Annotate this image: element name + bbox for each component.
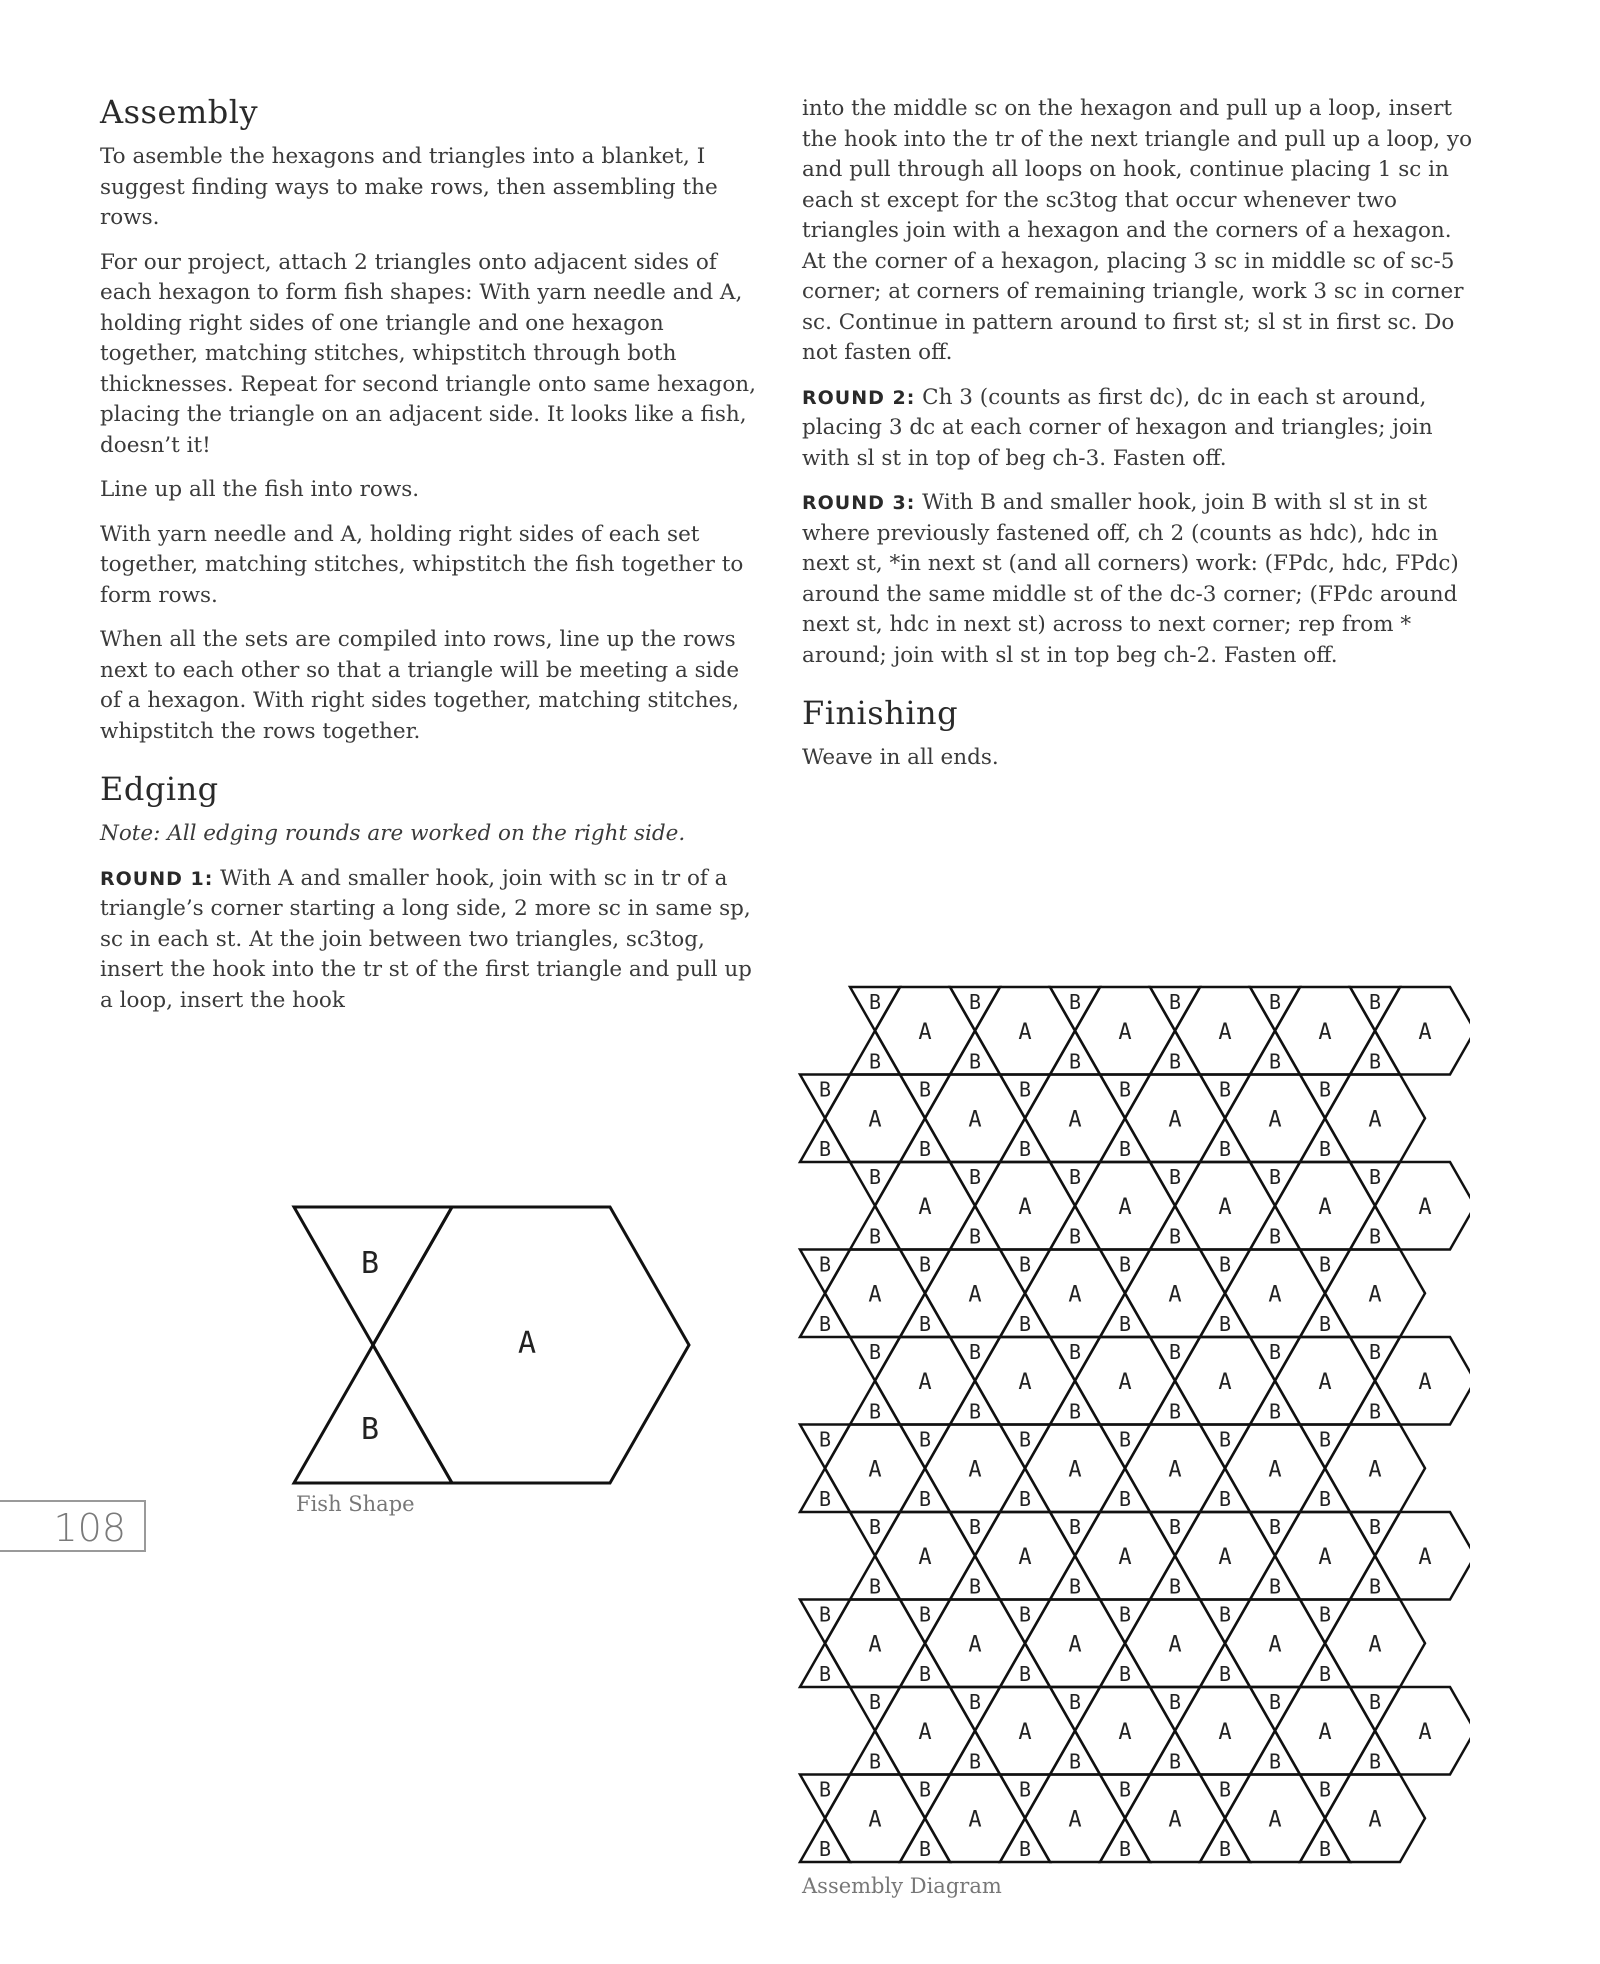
assembly-triangle-label: B: [1368, 1049, 1382, 1074]
assembly-hexagon-label: A: [1068, 1282, 1082, 1308]
assembly-triangle-label: B: [1068, 1224, 1082, 1249]
round3-label: ROUND 3:: [802, 492, 916, 514]
assembly-triangle-label: B: [918, 1487, 932, 1511]
assembly-hexagon-label: A: [1268, 1107, 1282, 1133]
assembly-triangle-label: B: [1118, 1252, 1132, 1277]
assembly-triangle-label: B: [1268, 990, 1282, 1014]
assembly-triangle-label: B: [868, 1049, 882, 1074]
assembly-paragraph-4: With yarn needle and A, holding right sides of each set together, matching stitches, whipstitch the fish together to form rows.: [100, 521, 744, 608]
assembly-triangle-label: B: [1318, 1077, 1332, 1102]
assembly-hexagon-label: A: [1318, 1194, 1332, 1220]
assembly-hexagon-label: A: [1368, 1457, 1382, 1483]
assembly-triangle-label: B: [1018, 1837, 1032, 1861]
assembly-triangle-label: B: [968, 1515, 982, 1539]
assembly-triangle-label: B: [868, 1224, 882, 1249]
round2-label: ROUND 2:: [802, 386, 916, 409]
assembly-hexagon-label: A: [1418, 1544, 1432, 1570]
assembly-paragraph-1: To asemble the hexagons and triangles into a blanket, I suggest finding ways to make rows, then assembling the rows.: [100, 144, 718, 230]
assembly-triangle-label: B: [1018, 1077, 1032, 1102]
assembly-hexagon-label: A: [1218, 1194, 1232, 1220]
assembly-triangle-label: B: [1368, 1165, 1382, 1189]
edging-heading: Edging: [100, 770, 219, 808]
assembly-triangle-label: B: [918, 1252, 932, 1277]
edging-note: Note: All edging rounds are worked on the right side.: [100, 821, 686, 846]
assembly-triangle-label: B: [1318, 1777, 1332, 1802]
assembly-triangle-label: B: [968, 1574, 982, 1599]
assembly-triangle-label: B: [1068, 990, 1082, 1014]
round1-text: With A and smaller hook, join with sc in tr of a triangle’s corner starting a long side, 2 more sc in same sp, sc in each st. At the join between two triangles, sc3tog, insert the hook into the tr st of the first triangle and pull up a loop, insert the hook: [100, 865, 752, 1013]
assembly-hexagon-label: A: [1268, 1282, 1282, 1308]
finishing-heading: Finishing: [802, 694, 959, 732]
assembly-triangle-label: B: [868, 1574, 882, 1599]
assembly-triangle-label: B: [818, 1312, 832, 1336]
assembly-hexagon-label: A: [1118, 1019, 1132, 1045]
assembly-triangle-label: B: [1218, 1137, 1232, 1161]
assembly-hexagon-label: A: [1418, 1019, 1432, 1045]
assembly-triangle-label: B: [1118, 1427, 1132, 1452]
assembly-hexagon-label: A: [1068, 1457, 1082, 1483]
assembly-hexagon-label: A: [1268, 1807, 1282, 1833]
assembly-triangle-label: B: [1368, 1224, 1382, 1249]
fish-label-a: A: [517, 1326, 537, 1361]
page-number-box: [0, 1500, 146, 1552]
assembly-paragraph-3: Line up all the fish into rows.: [100, 477, 420, 502]
assembly-hexagon-label: A: [1418, 1719, 1432, 1745]
assembly-triangle-label: B: [918, 1427, 932, 1452]
assembly-triangle-label: B: [1118, 1837, 1132, 1861]
assembly-triangle-label: B: [918, 1777, 932, 1802]
assembly-hexagon-label: A: [1068, 1632, 1082, 1658]
assembly-triangle-label: B: [1168, 1340, 1182, 1364]
assembly-hexagon-label: A: [1018, 1194, 1032, 1220]
assembly-triangle-label: B: [1318, 1837, 1332, 1861]
assembly-triangle-label: B: [1218, 1602, 1232, 1627]
assembly-triangle-label: B: [1168, 1224, 1182, 1249]
assembly-hexagon-label: A: [1368, 1282, 1382, 1308]
assembly-hexagon-label: A: [968, 1807, 982, 1833]
assembly-hexagon-label: A: [968, 1107, 982, 1133]
assembly-triangle-label: B: [1218, 1312, 1232, 1336]
round2-text: Ch 3 (counts as first dc), dc in each st around, placing 3 dc at each corner of hexagon and triangles; join with sl st in top of beg ch-3. Fasten off.: [802, 384, 1433, 471]
assembly-triangle-label: B: [968, 1340, 982, 1364]
assembly-hexagon-label: A: [918, 1194, 932, 1220]
assembly-triangle-label: B: [1318, 1252, 1332, 1277]
assembly-triangle-label: B: [1018, 1312, 1032, 1336]
assembly-triangle-label: B: [1268, 1749, 1282, 1774]
assembly-triangle-label: B: [968, 1165, 982, 1189]
assembly-triangle-label: B: [818, 1602, 832, 1627]
assembly-triangle-label: B: [1268, 1515, 1282, 1539]
assembly-triangle-label: B: [868, 990, 882, 1014]
assembly-hexagon-label: A: [1368, 1107, 1382, 1133]
assembly-hexagon-label: A: [1118, 1544, 1132, 1570]
assembly-triangle-label: B: [1068, 1049, 1082, 1074]
assembly-hexagon-label: A: [868, 1282, 882, 1308]
assembly-triangle-label: B: [1318, 1137, 1332, 1161]
assembly-diagram-caption: Assembly Diagram: [802, 1874, 1002, 1898]
assembly-hexagon-label: A: [918, 1544, 932, 1570]
assembly-heading: Assembly: [100, 93, 259, 131]
round3-paragraph: [802, 488, 1482, 671]
assembly-triangle-label: B: [818, 1137, 832, 1161]
assembly-hexagon-label: A: [868, 1807, 882, 1833]
round1-continuation: into the middle sc on the hexagon and pull up a loop, insert the hook into the tr of the next triangle and pull up a loop, yo and pull through all loops on hook, continue placing 1 sc in each st except for the sc3tog that occur whenever two triangles join with a hexagon and the corners of a hexagon. At the corner of a hexagon, placing 3 sc in middle sc of sc-5 corner; at corners of remaining triangle, work 3 sc in corner sc. Continue in pattern around to first st; sl st in first sc. Do not fasten off.: [802, 96, 1473, 365]
assembly-triangle-label: B: [868, 1340, 882, 1364]
assembly-hexagon-label: A: [1118, 1719, 1132, 1745]
assembly-hexagon-label: A: [1168, 1457, 1182, 1483]
assembly-triangle-label: B: [1118, 1077, 1132, 1102]
assembly-triangle-label: B: [818, 1662, 832, 1686]
assembly-hexagon-label: A: [1268, 1632, 1282, 1658]
assembly-triangle-label: B: [1068, 1165, 1082, 1189]
assembly-triangle-label: B: [968, 990, 982, 1014]
fish-label-b-top: B: [360, 1246, 380, 1281]
round3-text: With B and smaller hook, join B with sl st in st where previously fastened off, ch 2 (counts as hdc), hdc in next st, *in next st (and all corners) work: (FPdc, hdc, FPdc) around the same middle st of the dc-3 corner; (FPdc around next st, hdc in next st) across to next corner; rep from * around; join with sl st in top beg ch-2. Fasten off.: [802, 490, 1459, 668]
assembly-hexagon-label: A: [1318, 1544, 1332, 1570]
assembly-triangle-label: B: [1118, 1137, 1132, 1161]
assembly-hexagon-label: A: [1368, 1632, 1382, 1658]
assembly-triangle-label: B: [818, 1252, 832, 1277]
assembly-triangle-label: B: [1318, 1427, 1332, 1452]
assembly-hexagon-label: A: [868, 1107, 882, 1133]
assembly-triangle-label: B: [1118, 1312, 1132, 1336]
assembly-triangle-label: B: [1368, 1515, 1382, 1539]
assembly-triangle-label: B: [1368, 1340, 1382, 1364]
assembly-triangle-label: B: [1218, 1427, 1232, 1452]
assembly-triangle-label: B: [818, 1837, 832, 1861]
finishing-text: Weave in all ends.: [802, 745, 999, 770]
assembly-triangle-label: B: [1218, 1662, 1232, 1686]
assembly-triangle-label: B: [1118, 1662, 1132, 1686]
assembly-hexagon-label: A: [1018, 1019, 1032, 1045]
assembly-hexagon-label: A: [1068, 1807, 1082, 1833]
assembly-hexagon-label: A: [868, 1457, 882, 1483]
assembly-triangle-label: B: [1018, 1427, 1032, 1452]
assembly-triangle-label: B: [1218, 1077, 1232, 1102]
assembly-triangle-label: B: [868, 1399, 882, 1424]
assembly-triangle-label: B: [1368, 1749, 1382, 1774]
assembly-triangle-label: B: [1168, 1749, 1182, 1774]
assembly-triangle-label: B: [1018, 1662, 1032, 1686]
assembly-hexagon-label: A: [1218, 1369, 1232, 1395]
assembly-triangle-label: B: [1318, 1662, 1332, 1686]
assembly-triangle-label: B: [1118, 1602, 1132, 1627]
left-column: [100, 92, 765, 1030]
assembly-hexagon-label: A: [1018, 1719, 1032, 1745]
assembly-hexagon-label: A: [1018, 1369, 1032, 1395]
assembly-hexagon-label: A: [1318, 1719, 1332, 1745]
assembly-hexagon-label: A: [918, 1369, 932, 1395]
assembly-hexagon-label: A: [1418, 1194, 1432, 1220]
assembly-triangle-label: B: [1268, 1690, 1282, 1714]
assembly-hexagon-label: A: [1018, 1544, 1032, 1570]
assembly-triangle-label: B: [1318, 1487, 1332, 1511]
assembly-hexagon-label: A: [1318, 1369, 1332, 1395]
assembly-triangle-label: B: [1068, 1340, 1082, 1364]
assembly-triangle-label: B: [868, 1749, 882, 1774]
round2-paragraph: [802, 383, 1482, 475]
assembly-triangle-label: B: [1018, 1252, 1032, 1277]
assembly-hexagon-label: A: [1218, 1719, 1232, 1745]
assembly-triangle-label: B: [1018, 1602, 1032, 1627]
assembly-triangle-label: B: [968, 1749, 982, 1774]
assembly-triangle-label: B: [1018, 1137, 1032, 1161]
assembly-triangle-label: B: [918, 1312, 932, 1336]
assembly-triangle-label: B: [1168, 990, 1182, 1014]
assembly-paragraph-5: When all the sets are compiled into rows, line up the rows next to each other so that a triangle will be meeting a side of a hexagon. With right sides together, matching stitches, whipstitch the rows together.: [100, 627, 740, 744]
assembly-triangle-label: B: [968, 1049, 982, 1074]
assembly-triangle-label: B: [918, 1602, 932, 1627]
assembly-triangle-label: B: [868, 1515, 882, 1539]
assembly-triangle-label: B: [1268, 1340, 1282, 1364]
assembly-triangle-label: B: [968, 1690, 982, 1714]
assembly-triangle-label: B: [1068, 1574, 1082, 1599]
assembly-hexagon-label: A: [918, 1719, 932, 1745]
assembly-triangle-label: B: [918, 1662, 932, 1686]
assembly-triangle-label: B: [1368, 1574, 1382, 1599]
assembly-hexagon-label: A: [1218, 1544, 1232, 1570]
assembly-triangle-label: B: [1368, 1399, 1382, 1424]
assembly-hexagon-label: A: [1318, 1019, 1332, 1045]
assembly-hexagon-label: A: [968, 1632, 982, 1658]
assembly-triangle-label: B: [918, 1077, 932, 1102]
assembly-triangle-label: B: [1068, 1749, 1082, 1774]
assembly-hexagon-label: A: [1268, 1457, 1282, 1483]
assembly-hexagon-label: A: [1168, 1107, 1182, 1133]
assembly-hexagon-label: A: [1418, 1369, 1432, 1395]
assembly-triangle-label: B: [868, 1690, 882, 1714]
assembly-triangle-label: B: [1118, 1777, 1132, 1802]
assembly-triangle-label: B: [1168, 1165, 1182, 1189]
assembly-triangle-label: B: [1268, 1049, 1282, 1074]
assembly-triangle-label: B: [818, 1487, 832, 1511]
assembly-triangle-label: B: [818, 1427, 832, 1452]
assembly-hexagon-label: A: [1218, 1019, 1232, 1045]
assembly-triangle-label: B: [1268, 1399, 1282, 1424]
assembly-triangle-label: B: [1168, 1399, 1182, 1424]
assembly-diagram: [790, 975, 1470, 1875]
assembly-triangle-label: B: [818, 1077, 832, 1102]
assembly-triangle-label: B: [1218, 1837, 1232, 1861]
assembly-hexagon-label: A: [1168, 1282, 1182, 1308]
assembly-hexagon-label: A: [918, 1019, 932, 1045]
page-number: 108: [53, 1506, 126, 1550]
assembly-hexagon-label: A: [968, 1282, 982, 1308]
assembly-paragraph-2: For our project, attach 2 triangles onto adjacent sides of each hexagon to form fish shapes: With yarn needle and A, holding right sides of one triangle and one hexagon together, matching stitches, whipstitch through both thicknesses. Repeat for second triangle onto same hexagon, placing the triangle on an adjacent side. It looks like a fish, doesn’t it!: [100, 249, 756, 458]
assembly-triangle-label: B: [968, 1399, 982, 1424]
assembly-triangle-label: B: [918, 1837, 932, 1861]
assembly-hexagon-label: A: [1368, 1807, 1382, 1833]
assembly-triangle-label: B: [1268, 1574, 1282, 1599]
assembly-triangle-label: B: [1018, 1777, 1032, 1802]
fish-label-b-bottom: B: [360, 1412, 380, 1447]
assembly-hexagon-label: A: [1118, 1194, 1132, 1220]
assembly-triangle-label: B: [1268, 1224, 1282, 1249]
assembly-triangle-label: B: [1018, 1487, 1032, 1511]
fish-shape-diagram: [282, 1195, 702, 1495]
assembly-triangle-label: B: [1218, 1487, 1232, 1511]
assembly-triangle-label: B: [968, 1224, 982, 1249]
assembly-triangle-label: B: [1168, 1574, 1182, 1599]
assembly-triangle-label: B: [1118, 1487, 1132, 1511]
assembly-hexagon-label: A: [1168, 1632, 1182, 1658]
fish-shape-caption: Fish Shape: [296, 1492, 415, 1516]
assembly-triangle-label: B: [1218, 1252, 1232, 1277]
assembly-hexagon-label: A: [1068, 1107, 1082, 1133]
round1-label: ROUND 1:: [100, 867, 214, 890]
assembly-triangle-label: B: [918, 1137, 932, 1161]
assembly-triangle-label: B: [1368, 990, 1382, 1014]
assembly-triangle-label: B: [1218, 1777, 1232, 1802]
assembly-triangle-label: B: [868, 1165, 882, 1189]
right-column: [802, 94, 1482, 788]
assembly-triangle-label: B: [1268, 1165, 1282, 1189]
assembly-triangle-label: B: [818, 1777, 832, 1802]
assembly-triangle-label: B: [1068, 1515, 1082, 1539]
assembly-triangle-label: B: [1368, 1690, 1382, 1714]
assembly-triangle-label: B: [1168, 1049, 1182, 1074]
assembly-triangle-label: B: [1168, 1690, 1182, 1714]
assembly-triangle-label: B: [1318, 1602, 1332, 1627]
assembly-triangle-label: B: [1318, 1312, 1332, 1336]
assembly-hexagon-label: A: [1118, 1369, 1132, 1395]
assembly-triangle-label: B: [1168, 1515, 1182, 1539]
round1-paragraph: [100, 864, 765, 1017]
assembly-hexagon-label: A: [1168, 1807, 1182, 1833]
assembly-hexagon-label: A: [968, 1457, 982, 1483]
assembly-triangle-label: B: [1068, 1399, 1082, 1424]
assembly-hexagon-label: A: [868, 1632, 882, 1658]
assembly-triangle-label: B: [1068, 1690, 1082, 1714]
